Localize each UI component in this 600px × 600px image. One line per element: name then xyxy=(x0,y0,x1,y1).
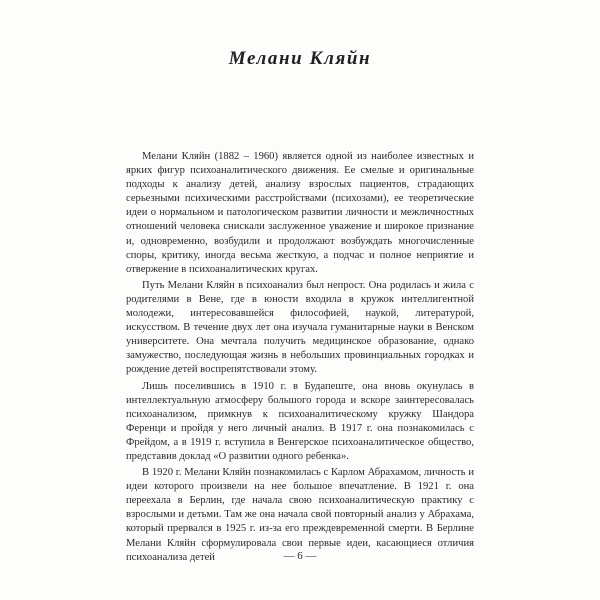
paragraph: Мелани Кляйн (1882 – 1960) является одной из наиболее известных и ярких фигур психоаналитического движения. Ее смелые и оригинальные подходы к анализу детей, анализу взрослых пациентов, страдающих серьезными психическими расстройствами (психозами), ее теоретические идеи о нормальном и патологическом развитии личности и межличностных отношений человека снискали заслуженное уважение и широкое признание и, одновременно, возбудили и продолжают возбуждать многочисленные споры, критику, иногда весьма жесткую, а подчас и полное неприятие и отвержение в психоаналитических кругах. xyxy=(126,151,474,275)
paragraph: В 1920 г. Мелани Кляйн познакомилась с Карлом Абрахамом, личность и идеи которого произвели на нее большое впечатление. В 1921 г. она переехала в Берлин, где начала свою психоаналитическую практику с взрослыми и детьми. Там же она начала свой повторный анализ у Абрахама, который прервался в 1925 г. из-за его преждевременной смерти. В Берлине Мелани Кляйн сформулировала свои первые идеи, касающиеся отличия психоанализа детей xyxy=(126,467,474,563)
paragraph: Лишь поселившись в 1910 г. в Будапеште, она вновь окунулась в интеллектуальную атмосферу большого города и вскоре заинтересовалась психоанализом, примкнув к психоаналитическому кружку Шандора Ференци и пройдя у него личный анализ. В 1917 г. она познакомилась с Фрейдом, а в 1919 г. вступила в Венгерское психоаналитическое общество, представив доклад «О развитии одного ребенка». xyxy=(126,380,474,462)
paragraph: Путь Мелани Кляйн в психоанализ был непрост. Она родилась и жила с родителями в Вене, где в юности входила в кружок интеллигентной молодежи, интересовавшейся философией, наукой, литературой, искусством. В течение двух лет она изучала гуманитарные науки в Венском университете. Она мечтала получить медицинское образование, однако замужество, последующая жизнь в небольших провинциальных городках и рождение детей воспрепятствовали этому. xyxy=(126,279,474,376)
body-text xyxy=(126,150,474,565)
page-number: — 6 — xyxy=(283,550,317,562)
chapter-title: Мелани Кляйн xyxy=(228,48,372,69)
